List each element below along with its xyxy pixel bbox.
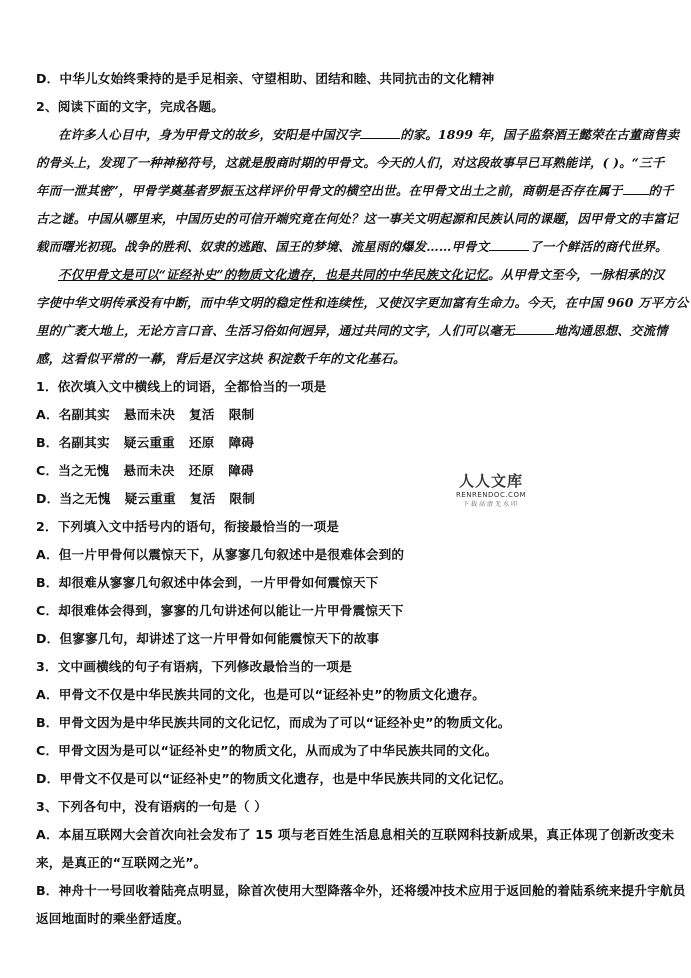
option-line: D．甲骨文不仅是可以“证经补史”的物质文化遗存，也是中华民族共同的文化记忆。 bbox=[36, 771, 512, 786]
option-line: 返回地面时的乘坐舒适度。 bbox=[36, 911, 190, 926]
question-heading: 3、下列各句中，没有语病的一句是（ ） bbox=[36, 799, 268, 814]
question-heading: 2、阅读下面的文字，完成各题。 bbox=[36, 99, 225, 114]
option-line: C．甲骨文因为是可以“证经补史”的物质文化，从而成为了中华民族共同的文化。 bbox=[36, 743, 498, 758]
question-stem: 3．文中画横线的句子有语病，下列修改最恰当的一项是 bbox=[36, 659, 353, 674]
option-line: A．但一片甲骨何以震惊天下，从寥寥几句叙述中是很难体会到的 bbox=[36, 547, 405, 562]
option-line: C．却很难体会得到，寥寥的几句讲述何以能让一片甲骨震惊天下 bbox=[36, 603, 404, 618]
option-line: B．却很难从寥寥几句叙述中体会到，一片甲骨如何震惊天下 bbox=[36, 575, 379, 590]
passage-line: 年而一泄其密”，甲骨学奠基者罗振玉这样评价甲骨文的横空出世。在甲骨文出土之前，商朝是否存在属于 的千 bbox=[36, 183, 674, 198]
option-line: D．但寥寥几句，却讲述了这一片甲骨如何能震惊天下的故事 bbox=[36, 631, 380, 646]
option-line: A．本届互联网大会首次向社会发布了 15 项与老百姓生活息息相关的互联网科技新成果，真正体现了创新改变未 bbox=[36, 827, 675, 842]
option-line: B．神舟十一号回收着陆亮点明显，除首次使用大型降落伞外，还将缓冲技术应用于返回舱的着陆系统来提升宇航员 bbox=[36, 883, 686, 898]
fill-blank bbox=[489, 238, 529, 251]
option-line: B．名副其实 疑云重重 还原 障碍 bbox=[36, 435, 255, 450]
option-line: D．当之无愧 疑云重重 复活 限制 bbox=[36, 491, 255, 506]
option-line: 来，是真正的“互联网之光”。 bbox=[36, 855, 207, 870]
passage-line: 的骨头上，发现了一种神秘符号，这就是殷商时期的甲骨文。今天的人们，对这段故事早已耳熟能详，( )。“三千 bbox=[36, 155, 665, 170]
passage-line: 不仅甲骨文是可以“证经补史”的物质文化遗存，也是共同的中华民族文化记忆。从甲骨文至今，一脉相承的汉 bbox=[58, 267, 665, 282]
fill-blank bbox=[514, 322, 554, 335]
watermark-slogan: 下载高清无水印 bbox=[462, 501, 519, 508]
passage-line: 字使中华文明传承没有中断，而中华文明的稳定性和连续性，又使汉字更加富有生命力。今天，在中国 960 万平方公 bbox=[36, 295, 689, 310]
passage-line: 古之谜。中国从哪里来，中国历史的可信开端究竟在何处？这一事关文明起源和民族认同的课题，因甲骨文的丰富记 bbox=[36, 211, 679, 226]
passage-line: 里的广袤大地上，无论方言口音、生活习俗如何迥异，通过共同的文字，人们可以毫无 地沟通思想、交流情 bbox=[36, 323, 668, 338]
fill-blank bbox=[360, 126, 400, 139]
option-line: A．名副其实 悬而未决 复活 限制 bbox=[36, 407, 255, 422]
question-stem: 2．下列填入文中括号内的语句，衔接最恰当的一项是 bbox=[36, 519, 340, 534]
underlined-sentence: 不仅甲骨文是可以“证经补史”的物质文化遗存，也是共同的中华民族文化记忆 bbox=[58, 267, 489, 282]
option-line: B．甲骨文因为是中华民族共同的文化记忆，而成为了可以“证经补史”的物质文化。 bbox=[36, 715, 511, 730]
option-line: A．甲骨文不仅是中华民族共同的文化，也是可以“证经补史”的物质文化遗存。 bbox=[36, 687, 486, 702]
passage-line: 感，这看似平常的一幕，背后是汉字这块 积淀数千年的文化基石。 bbox=[36, 351, 406, 366]
passage-line: 在许多人心目中，身为甲骨文的故乡，安阳是中国汉字 的家。1899 年，国子监祭酒王懿荣在古董商售卖 bbox=[58, 127, 680, 142]
watermark-logo bbox=[452, 470, 530, 508]
question-stem: 1．依次填入文中横线上的词语，全都恰当的一项是 bbox=[36, 379, 327, 394]
option-line: C．当之无愧 悬而未决 还原 障碍 bbox=[36, 463, 254, 478]
fill-blank bbox=[623, 182, 649, 195]
watermark-url: RENRENDOC.COM bbox=[456, 491, 526, 499]
watermark-title: 人人文库 bbox=[458, 472, 523, 490]
option-line: D．中华儿女始终秉持的是手足相亲、守望相助、团结和睦、共同抗击的文化精神 bbox=[36, 71, 495, 86]
passage-line: 载而曙光初现。战争的胜利、奴隶的逃跑、国王的梦境、流星雨的爆发……甲骨文 了一个鲜活的商代世界。 bbox=[36, 239, 668, 254]
